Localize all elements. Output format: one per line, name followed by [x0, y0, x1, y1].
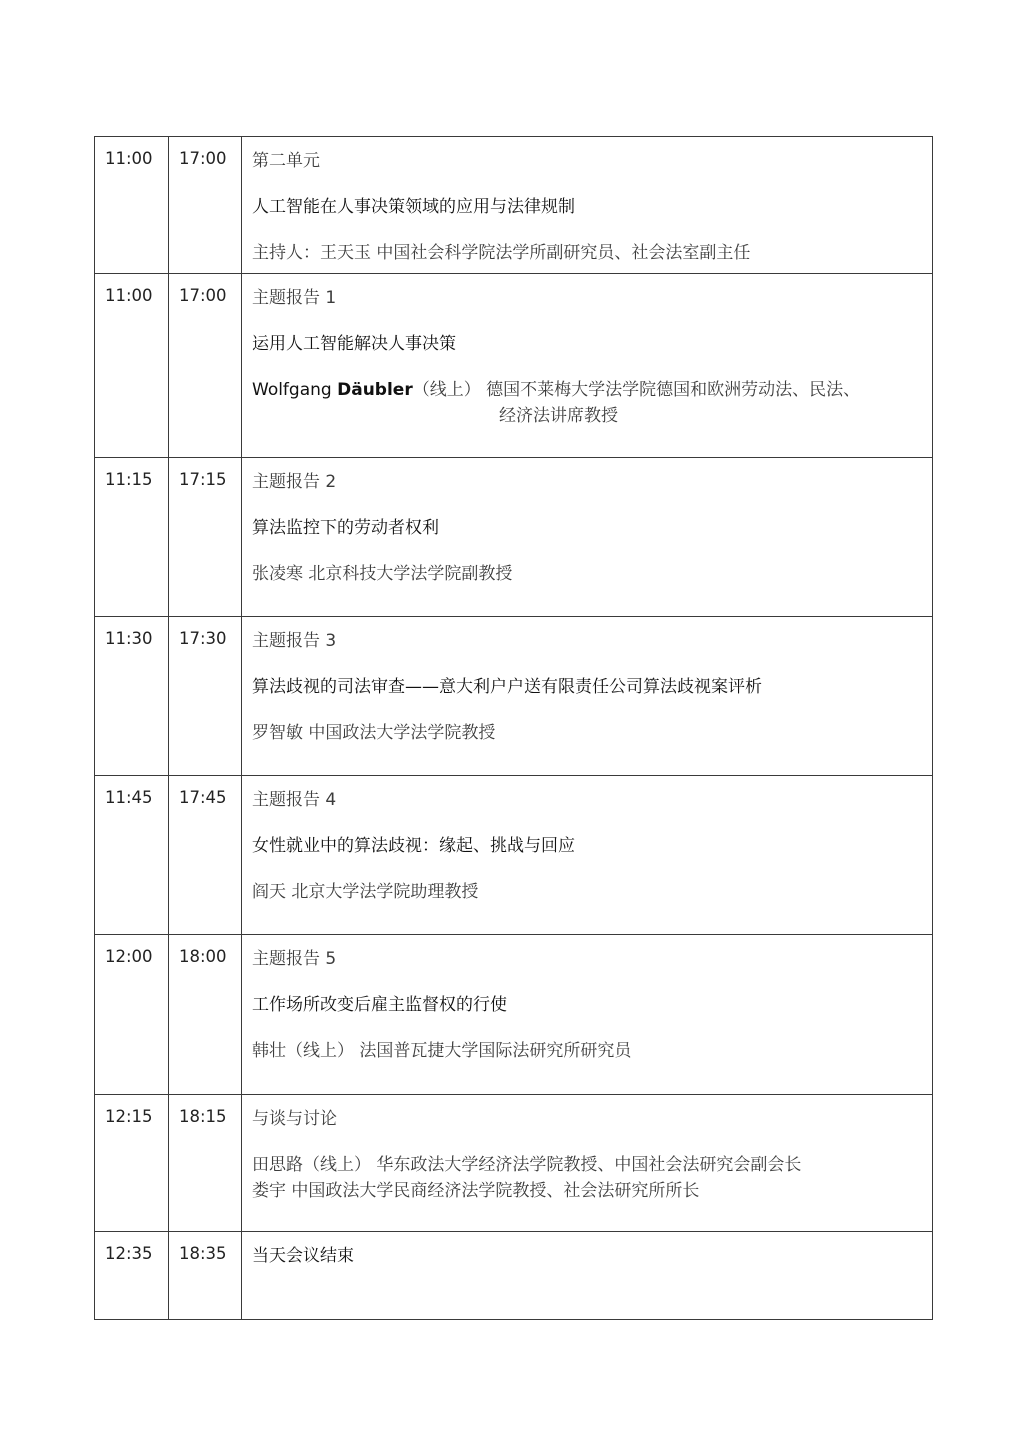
session-content	[242, 137, 933, 274]
session-label: 主题报告 2	[252, 472, 337, 492]
table-row	[95, 776, 933, 935]
time-remote: 18:00	[169, 935, 242, 1095]
time-local: 11:00	[95, 274, 169, 458]
session-content	[242, 776, 933, 935]
session-title: 当天会议结束	[252, 1246, 354, 1266]
session-label: 主题报告 1	[252, 288, 337, 308]
session-title: 算法歧视的司法审查——意大利户户送有限责任公司算法歧视案评析	[252, 677, 762, 697]
session-title: 工作场所改变后雇主监督权的行使	[252, 995, 507, 1015]
session-host: 主持人：王天玉 中国社会科学院法学所副研究员、社会法室副主任	[252, 243, 751, 263]
session-content	[242, 458, 933, 617]
time-remote: 17:30	[169, 617, 242, 776]
session-label: 第二单元	[252, 151, 320, 171]
session-label: 主题报告 5	[252, 949, 337, 969]
time-remote: 17:15	[169, 458, 242, 617]
time-remote: 17:45	[169, 776, 242, 935]
time-local: 11:15	[95, 458, 169, 617]
time-local: 12:15	[95, 1095, 169, 1232]
time-local: 12:00	[95, 935, 169, 1095]
table-row	[95, 617, 933, 776]
speaker-name-last: Däubler	[337, 380, 413, 400]
session-content	[242, 935, 933, 1095]
speaker-name-first: Wolfgang	[252, 380, 338, 400]
time-remote: 18:15	[169, 1095, 242, 1232]
time-local: 11:45	[95, 776, 169, 935]
session-speaker	[252, 377, 922, 403]
speaker-affiliation: （线上） 德国不莱梅大学法学院德国和欧洲劳动法、民法、	[412, 380, 861, 400]
session-content	[242, 1232, 933, 1320]
session-content	[242, 274, 933, 458]
session-label: 主题报告 3	[252, 631, 337, 651]
session-speaker: 阎天 北京大学法学院助理教授	[252, 882, 479, 902]
speaker-affiliation-cont: 经济法讲席教授	[499, 406, 618, 426]
discussant: 娄宇 中国政法大学民商经济法学院教授、社会法研究所所长	[252, 1181, 700, 1201]
time-remote: 17:00	[169, 137, 242, 274]
table-row	[95, 935, 933, 1095]
session-speaker: 罗智敏 中国政法大学法学院教授	[252, 723, 496, 743]
table-row	[95, 458, 933, 617]
time-local: 11:00	[95, 137, 169, 274]
table-row	[95, 274, 933, 458]
time-remote: 17:00	[169, 274, 242, 458]
session-title: 人工智能在人事决策领域的应用与法律规制	[252, 197, 575, 217]
session-label: 主题报告 4	[252, 790, 337, 810]
session-content	[242, 617, 933, 776]
session-speaker: 韩壮（线上） 法国普瓦捷大学国际法研究所研究员	[252, 1041, 632, 1061]
time-local: 12:35	[95, 1232, 169, 1320]
session-content	[242, 1095, 933, 1232]
session-title: 算法监控下的劳动者权利	[252, 518, 439, 538]
schedule-table	[94, 136, 933, 1320]
session-label: 与谈与讨论	[252, 1109, 337, 1129]
session-title: 女性就业中的算法歧视：缘起、挑战与回应	[252, 836, 575, 856]
table-row	[95, 137, 933, 274]
table-row	[95, 1232, 933, 1320]
discussant: 田思路（线上） 华东政法大学经济法学院教授、中国社会法研究会副会长	[252, 1155, 802, 1175]
time-remote: 18:35	[169, 1232, 242, 1320]
time-local: 11:30	[95, 617, 169, 776]
table-row	[95, 1095, 933, 1232]
session-speaker: 张凌寒 北京科技大学法学院副教授	[252, 564, 513, 584]
session-title: 运用人工智能解决人事决策	[252, 334, 456, 354]
